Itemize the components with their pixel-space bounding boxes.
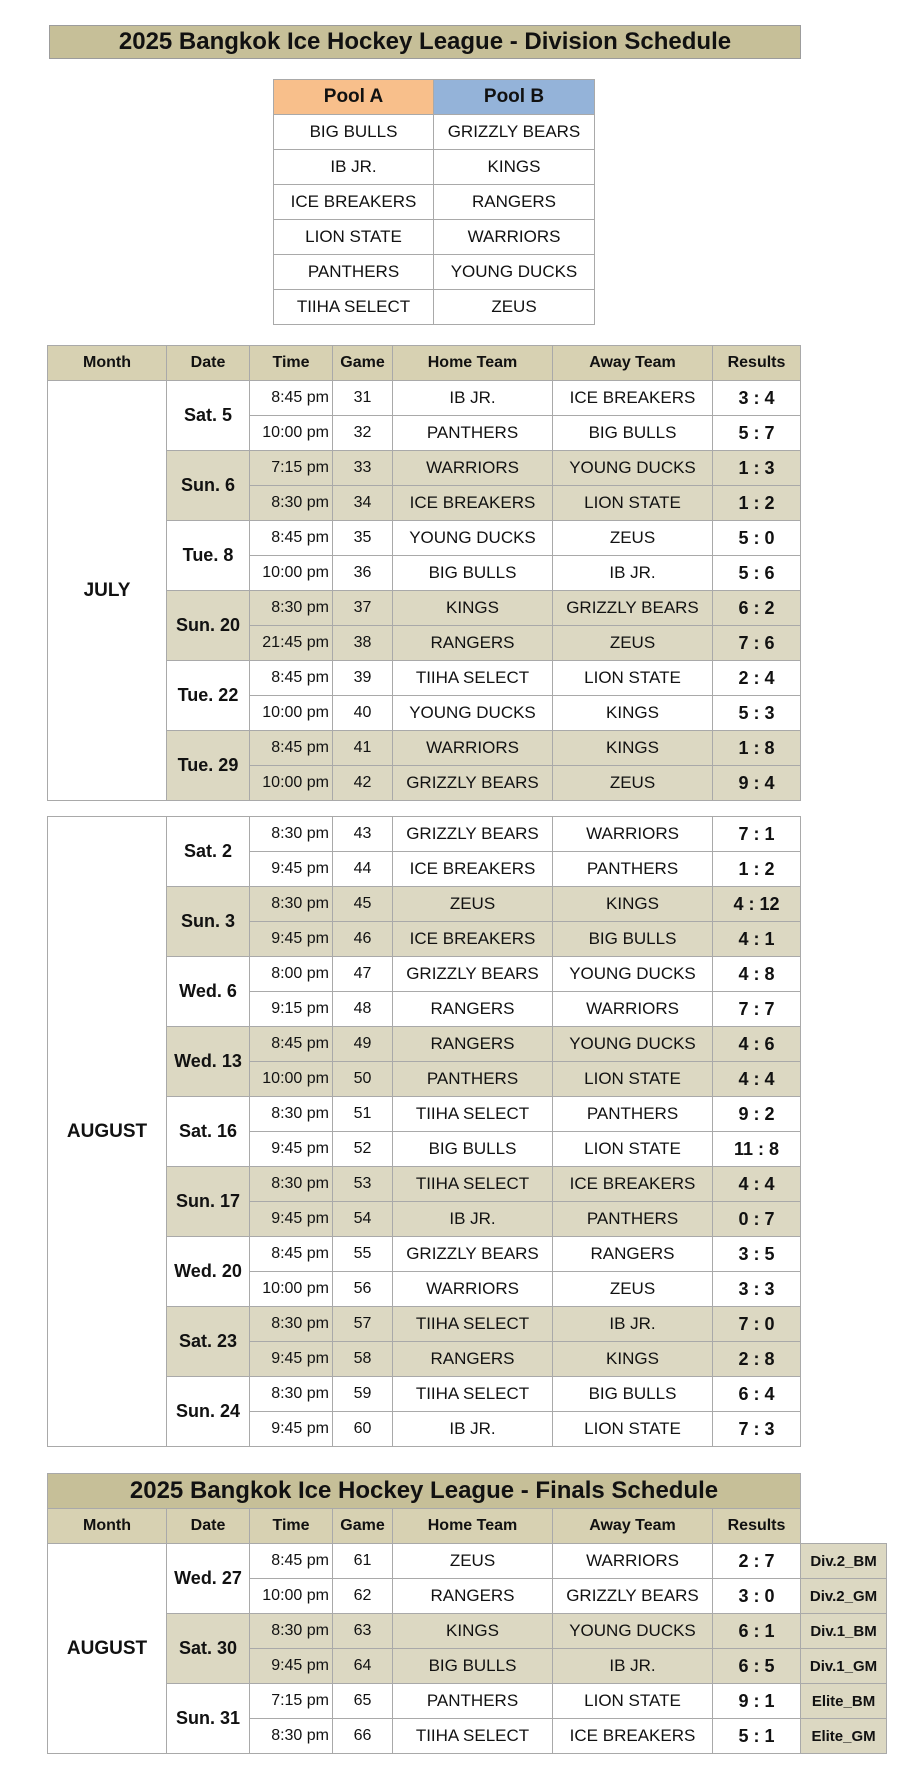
pool-b-team: RANGERS [434,185,595,220]
game-result: 1 : 8 [713,731,801,766]
away-team: IB JR. [553,556,713,591]
pool-row [274,255,595,290]
pool-b-team: KINGS [434,150,595,185]
schedule-header-row [48,346,801,381]
home-team: PANTHERS [393,1062,553,1097]
game-result: 4 : 4 [713,1062,801,1097]
game-number: 38 [333,626,393,661]
pool-row [274,220,595,255]
game-number: 53 [333,1167,393,1202]
month-label: AUGUST [48,1544,167,1754]
col-away-team: Away Team [553,346,713,381]
away-team: ZEUS [553,626,713,661]
game-result: 6 : 1 [713,1614,801,1649]
game-time: 7:15 pm [250,451,333,486]
home-team: RANGERS [393,626,553,661]
game-time: 8:30 pm [250,591,333,626]
home-team: ICE BREAKERS [393,852,553,887]
game-time: 7:15 pm [250,1684,333,1719]
division-label: Div.1_BM [801,1614,887,1649]
table-row [48,1544,887,1579]
home-team: GRIZZLY BEARS [393,1237,553,1272]
away-team: BIG BULLS [553,1377,713,1412]
game-time: 8:30 pm [250,887,333,922]
game-number: 43 [333,817,393,852]
finals-schedule-table [47,1473,887,1754]
col-date: Date [167,1509,250,1544]
away-team: IB JR. [553,1649,713,1684]
game-time: 9:15 pm [250,992,333,1027]
game-number: 64 [333,1649,393,1684]
away-team: ZEUS [553,1272,713,1307]
game-number: 37 [333,591,393,626]
game-time: 10:00 pm [250,1062,333,1097]
game-time: 8:30 pm [250,1377,333,1412]
month-label: JULY [48,381,167,801]
game-result: 1 : 2 [713,486,801,521]
away-team: WARRIORS [553,1544,713,1579]
game-result: 11 : 8 [713,1132,801,1167]
away-team: BIG BULLS [553,922,713,957]
game-time: 9:45 pm [250,1132,333,1167]
away-team: KINGS [553,696,713,731]
game-time: 10:00 pm [250,696,333,731]
home-team: PANTHERS [393,416,553,451]
date-label: Sun. 24 [167,1377,250,1447]
division-label: Div.2_BM [801,1544,887,1579]
away-team: YOUNG DUCKS [553,451,713,486]
game-result: 5 : 7 [713,416,801,451]
game-result: 7 : 7 [713,992,801,1027]
game-result: 6 : 2 [713,591,801,626]
game-result: 4 : 4 [713,1167,801,1202]
game-result: 7 : 1 [713,817,801,852]
game-result: 3 : 3 [713,1272,801,1307]
date-label: Wed. 20 [167,1237,250,1307]
date-label: Sat. 2 [167,817,250,887]
away-team: BIG BULLS [553,416,713,451]
game-result: 5 : 6 [713,556,801,591]
date-label: Tue. 22 [167,661,250,731]
game-number: 65 [333,1684,393,1719]
away-team: LION STATE [553,1062,713,1097]
away-team: GRIZZLY BEARS [553,591,713,626]
col-home-team: Home Team [393,1509,553,1544]
home-team: WARRIORS [393,731,553,766]
game-result: 7 : 0 [713,1307,801,1342]
game-number: 31 [333,381,393,416]
game-result: 2 : 4 [713,661,801,696]
game-result: 4 : 12 [713,887,801,922]
game-number: 51 [333,1097,393,1132]
date-label: Sun. 3 [167,887,250,957]
game-result: 5 : 0 [713,521,801,556]
away-team: IB JR. [553,1307,713,1342]
home-team: RANGERS [393,1579,553,1614]
game-number: 50 [333,1062,393,1097]
col-game: Game [333,346,393,381]
home-team: TIIHA SELECT [393,661,553,696]
home-team: ZEUS [393,887,553,922]
pool-row [274,150,595,185]
game-number: 60 [333,1412,393,1447]
finals-header-row [48,1509,887,1544]
game-number: 39 [333,661,393,696]
game-time: 9:45 pm [250,852,333,887]
game-number: 32 [333,416,393,451]
table-row [48,1614,887,1649]
game-time: 8:45 pm [250,381,333,416]
game-result: 6 : 5 [713,1649,801,1684]
finals-schedule-title: 2025 Bangkok Ice Hockey League - Finals Schedule [48,1474,801,1509]
game-number: 56 [333,1272,393,1307]
game-time: 9:45 pm [250,922,333,957]
game-number: 35 [333,521,393,556]
game-time: 8:45 pm [250,1237,333,1272]
date-label: Wed. 6 [167,957,250,1027]
game-result: 2 : 8 [713,1342,801,1377]
date-label: Sat. 16 [167,1097,250,1167]
game-number: 52 [333,1132,393,1167]
game-number: 46 [333,922,393,957]
away-team: PANTHERS [553,1097,713,1132]
game-time: 21:45 pm [250,626,333,661]
game-number: 66 [333,1719,393,1754]
away-team: ICE BREAKERS [553,1167,713,1202]
pool-a-team: TIIHA SELECT [274,290,434,325]
game-result: 9 : 4 [713,766,801,801]
home-team: RANGERS [393,1342,553,1377]
home-team: RANGERS [393,992,553,1027]
date-label: Tue. 8 [167,521,250,591]
game-time: 8:45 pm [250,521,333,556]
home-team: BIG BULLS [393,1132,553,1167]
game-result: 1 : 2 [713,852,801,887]
game-result: 2 : 7 [713,1544,801,1579]
away-team: LION STATE [553,1412,713,1447]
home-team: GRIZZLY BEARS [393,957,553,992]
date-label: Sun. 6 [167,451,250,521]
home-team: IB JR. [393,1412,553,1447]
game-number: 55 [333,1237,393,1272]
col-results: Results [713,1509,801,1544]
pool-a-team: PANTHERS [274,255,434,290]
away-team: YOUNG DUCKS [553,1614,713,1649]
date-label: Tue. 29 [167,731,250,801]
pool-b-team: GRIZZLY BEARS [434,115,595,150]
home-team: PANTHERS [393,1684,553,1719]
game-result: 5 : 3 [713,696,801,731]
col-time: Time [250,346,333,381]
pool-row [274,290,595,325]
game-result: 6 : 4 [713,1377,801,1412]
game-number: 49 [333,1027,393,1062]
table-row [48,817,801,852]
date-label: Sat. 23 [167,1307,250,1377]
pool-row [274,115,595,150]
away-team: KINGS [553,731,713,766]
game-time: 8:30 pm [250,1167,333,1202]
away-team: WARRIORS [553,992,713,1027]
game-result: 7 : 3 [713,1412,801,1447]
game-time: 8:30 pm [250,1614,333,1649]
game-number: 63 [333,1614,393,1649]
home-team: TIIHA SELECT [393,1377,553,1412]
august-schedule-table [47,816,801,1447]
game-time: 8:30 pm [250,1307,333,1342]
pool-a-header: Pool A [274,80,434,115]
game-number: 47 [333,957,393,992]
game-result: 7 : 6 [713,626,801,661]
game-result: 3 : 4 [713,381,801,416]
home-team: RANGERS [393,1027,553,1062]
game-result: 4 : 6 [713,1027,801,1062]
game-time: 10:00 pm [250,556,333,591]
game-time: 8:30 pm [250,1719,333,1754]
col-time: Time [250,1509,333,1544]
pool-b-team: YOUNG DUCKS [434,255,595,290]
col-month: Month [48,1509,167,1544]
game-number: 59 [333,1377,393,1412]
game-number: 61 [333,1544,393,1579]
game-number: 57 [333,1307,393,1342]
date-label: Wed. 27 [167,1544,250,1614]
col-away-team: Away Team [553,1509,713,1544]
division-schedule-title: 2025 Bangkok Ice Hockey League - Division Schedule [49,25,801,59]
date-label: Sun. 31 [167,1684,250,1754]
division-label: Div.2_GM [801,1579,887,1614]
home-team: IB JR. [393,1202,553,1237]
game-time: 8:45 pm [250,731,333,766]
division-label: Elite_GM [801,1719,887,1754]
game-number: 36 [333,556,393,591]
game-number: 41 [333,731,393,766]
home-team: KINGS [393,591,553,626]
pool-a-team: ICE BREAKERS [274,185,434,220]
game-time: 8:30 pm [250,817,333,852]
home-team: ICE BREAKERS [393,486,553,521]
pool-a-team: BIG BULLS [274,115,434,150]
game-time: 8:45 pm [250,1027,333,1062]
game-result: 9 : 1 [713,1684,801,1719]
away-team: WARRIORS [553,817,713,852]
game-result: 4 : 8 [713,957,801,992]
home-team: GRIZZLY BEARS [393,817,553,852]
date-label: Wed. 13 [167,1027,250,1097]
july-schedule-table [47,345,801,801]
game-number: 42 [333,766,393,801]
away-team: ZEUS [553,766,713,801]
game-time: 8:30 pm [250,486,333,521]
col-results: Results [713,346,801,381]
game-number: 58 [333,1342,393,1377]
game-number: 48 [333,992,393,1027]
division-label: Elite_BM [801,1684,887,1719]
game-result: 1 : 3 [713,451,801,486]
away-team: ICE BREAKERS [553,1719,713,1754]
game-time: 10:00 pm [250,1272,333,1307]
game-number: 33 [333,451,393,486]
home-team: TIIHA SELECT [393,1167,553,1202]
pool-a-team: LION STATE [274,220,434,255]
away-team: LION STATE [553,1132,713,1167]
date-label: Sun. 17 [167,1167,250,1237]
home-team: YOUNG DUCKS [393,696,553,731]
game-number: 45 [333,887,393,922]
home-team: KINGS [393,1614,553,1649]
date-label: Sun. 20 [167,591,250,661]
date-label: Sat. 30 [167,1614,250,1684]
game-result: 3 : 5 [713,1237,801,1272]
home-team: IB JR. [393,381,553,416]
pool-b-header: Pool B [434,80,595,115]
game-time: 10:00 pm [250,1579,333,1614]
col-month: Month [48,346,167,381]
game-time: 10:00 pm [250,766,333,801]
col-home-team: Home Team [393,346,553,381]
col-date: Date [167,346,250,381]
game-time: 8:45 pm [250,1544,333,1579]
away-team: RANGERS [553,1237,713,1272]
pool-row [274,185,595,220]
date-label: Sat. 5 [167,381,250,451]
game-result: 0 : 7 [713,1202,801,1237]
home-team: ICE BREAKERS [393,922,553,957]
pool-a-team: IB JR. [274,150,434,185]
game-number: 62 [333,1579,393,1614]
pools-table [273,79,595,325]
game-time: 8:00 pm [250,957,333,992]
home-team: BIG BULLS [393,1649,553,1684]
home-team: TIIHA SELECT [393,1097,553,1132]
away-team: LION STATE [553,1684,713,1719]
home-team: ZEUS [393,1544,553,1579]
game-number: 34 [333,486,393,521]
pool-b-team: WARRIORS [434,220,595,255]
game-result: 4 : 1 [713,922,801,957]
game-result: 5 : 1 [713,1719,801,1754]
home-team: YOUNG DUCKS [393,521,553,556]
away-team: YOUNG DUCKS [553,957,713,992]
division-label: Div.1_GM [801,1649,887,1684]
game-result: 9 : 2 [713,1097,801,1132]
pool-b-team: ZEUS [434,290,595,325]
away-team: YOUNG DUCKS [553,1027,713,1062]
away-team: GRIZZLY BEARS [553,1579,713,1614]
game-time: 9:45 pm [250,1412,333,1447]
away-team: LION STATE [553,661,713,696]
home-team: GRIZZLY BEARS [393,766,553,801]
away-team: PANTHERS [553,1202,713,1237]
game-number: 40 [333,696,393,731]
away-team: PANTHERS [553,852,713,887]
game-number: 54 [333,1202,393,1237]
home-team: BIG BULLS [393,556,553,591]
home-team: TIIHA SELECT [393,1719,553,1754]
away-team: LION STATE [553,486,713,521]
table-row [48,1684,887,1719]
col-game: Game [333,1509,393,1544]
away-team: KINGS [553,1342,713,1377]
away-team: KINGS [553,887,713,922]
home-team: WARRIORS [393,1272,553,1307]
game-time: 8:30 pm [250,1097,333,1132]
game-result: 3 : 0 [713,1579,801,1614]
table-row [48,381,801,416]
away-team: ZEUS [553,521,713,556]
home-team: WARRIORS [393,451,553,486]
home-team: TIIHA SELECT [393,1307,553,1342]
game-number: 44 [333,852,393,887]
game-time: 9:45 pm [250,1649,333,1684]
game-time: 10:00 pm [250,416,333,451]
away-team: ICE BREAKERS [553,381,713,416]
game-time: 9:45 pm [250,1202,333,1237]
month-label: AUGUST [48,817,167,1447]
game-time: 9:45 pm [250,1342,333,1377]
game-time: 8:45 pm [250,661,333,696]
